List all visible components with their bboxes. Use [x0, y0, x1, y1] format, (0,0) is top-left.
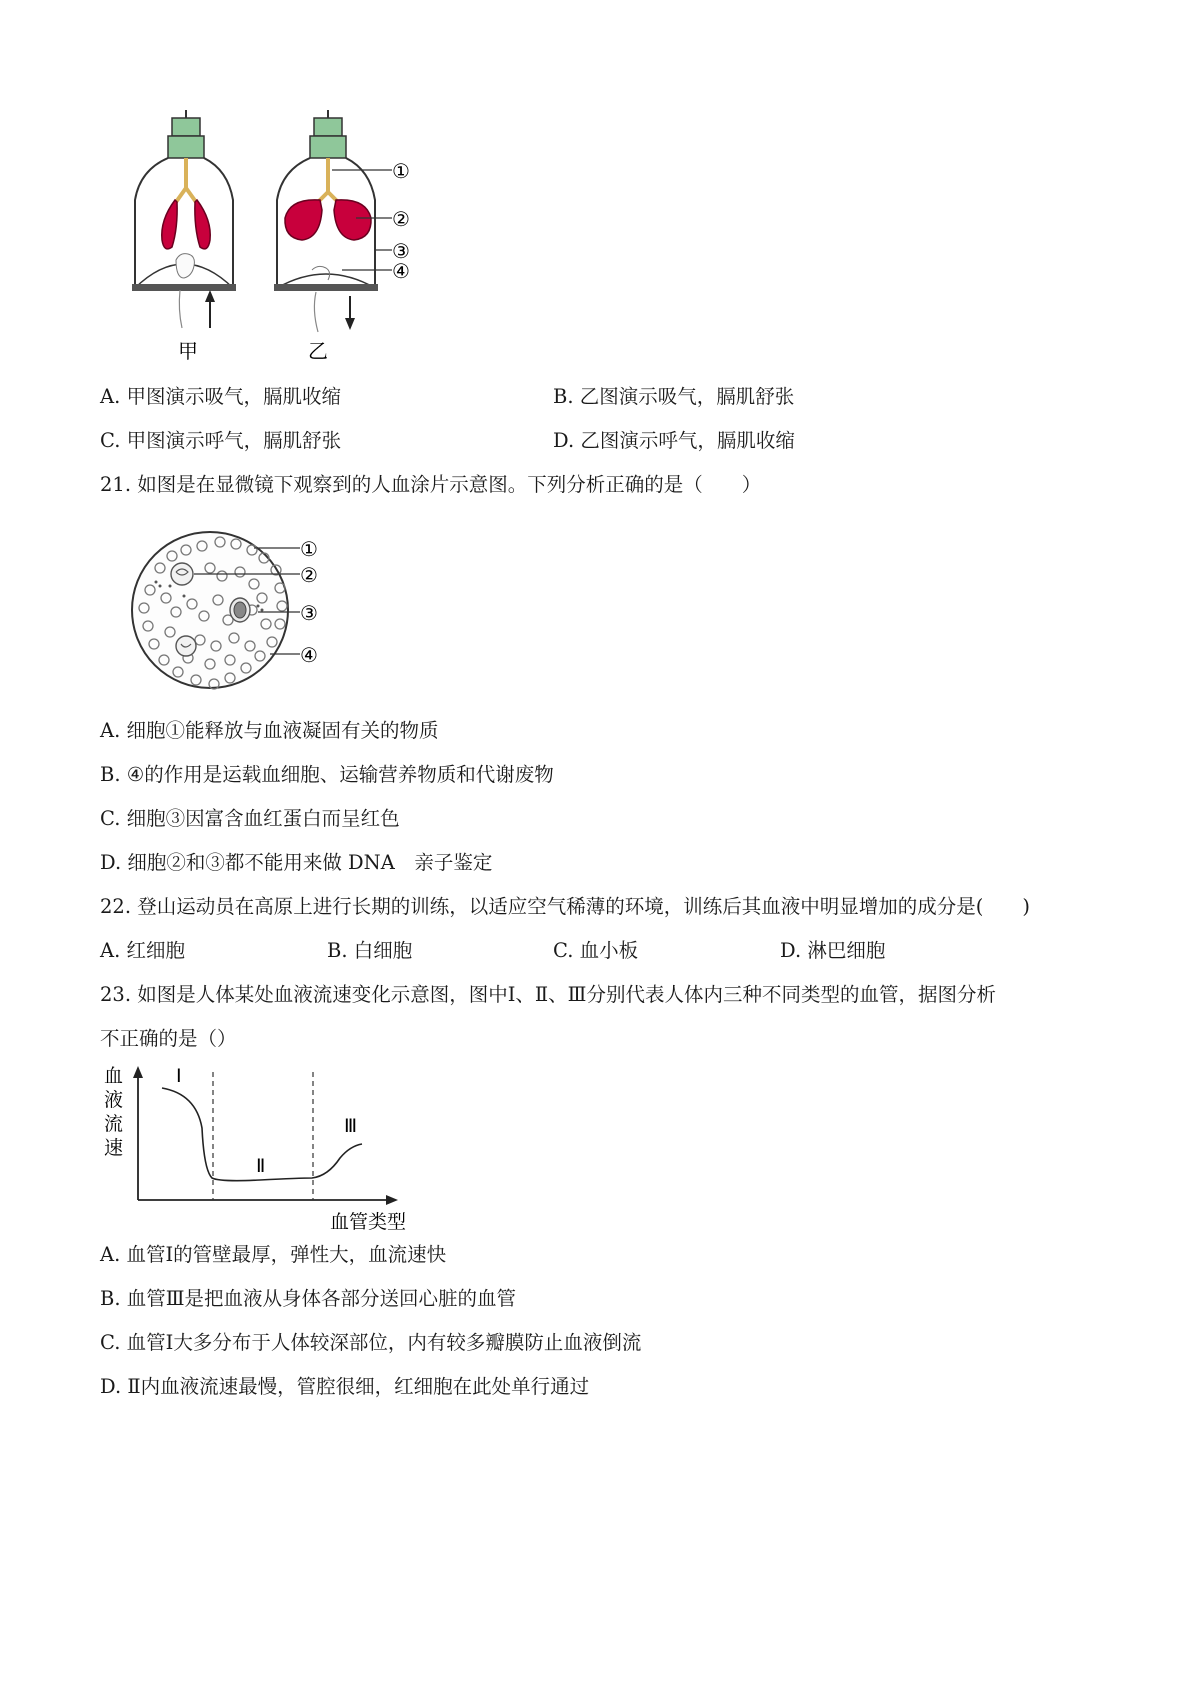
fig21-label-3: ③ [300, 601, 318, 625]
white-cell-2 [171, 563, 193, 585]
q22-stem: 22. 登山运动员在高原上进行长期的训练，以适应空气稀薄的环境，训练后其血液中明显增加的成分是( ) [100, 895, 1030, 918]
fig21-label-4: ④ [300, 643, 318, 667]
lung-right-jia [195, 200, 210, 249]
q21-option-c: C. 细胞③因富含血红蛋白而呈红色 [100, 807, 400, 830]
jar-jia-label: 甲 [178, 339, 198, 363]
q22-option-d: D. 淋巴细胞 [780, 939, 886, 962]
jar-yi-label: 乙 [308, 339, 328, 363]
q21-option-b: B. ④的作用是运载血细胞、运输营养物质和代谢废物 [100, 763, 554, 786]
q23-option-c: C. 血管Ⅰ大多分布于人体较深部位，内有较多瓣膜防止血液倒流 [100, 1331, 642, 1354]
lung-left-yi [285, 200, 322, 240]
q21-option-d: D. 细胞②和③都不能用来做 DNA 亲子鉴定 [100, 851, 493, 874]
fig20-label-2: ② [392, 207, 410, 231]
q23-option-a: A. 血管Ⅰ的管壁最厚，弹性大，血流速快 [100, 1243, 447, 1266]
y-axis-label-1: 血 [104, 1065, 124, 1087]
bell-jar-yi [274, 110, 410, 363]
x-axis-label: 血管类型 [330, 1211, 407, 1233]
q20-option-c: C. 甲图演示呼气，膈肌舒张 [100, 429, 342, 452]
fig20-label-3: ③ [392, 239, 410, 263]
lung-right-yi [334, 200, 371, 240]
lung-left-jia [162, 200, 177, 249]
fig21-label-1: ① [300, 537, 318, 561]
q21-stem: 21. 如图是在显微镜下观察到的人血涂片示意图。下列分析正确的是（ ） [100, 473, 762, 496]
q23-stem-line2: 不正确的是（） [100, 1027, 237, 1050]
q23-option-b: B. 血管Ⅲ是把血液从身体各部分送回心脏的血管 [100, 1287, 517, 1310]
fig20-label-4: ④ [392, 259, 410, 283]
region-label-3: Ⅲ [344, 1115, 358, 1137]
fig20-label-1: ① [392, 159, 410, 183]
blood-flow-graph [100, 1058, 420, 1233]
q20-option-b: B. 乙图演示吸气，膈肌舒张 [553, 385, 795, 408]
q20-option-d: D. 乙图演示呼气，膈肌收缩 [553, 429, 795, 452]
q20-option-a: A. 甲图演示吸气，膈肌收缩 [100, 385, 341, 408]
bell-jar-jia [132, 110, 236, 363]
q23-stem-line1: 23. 如图是人体某处血液流速变化示意图，图中Ⅰ、Ⅱ、Ⅲ分别代表人体内三种不同类型的血管，据图分析 [100, 983, 996, 1006]
q22-option-a: A. 红细胞 [100, 939, 185, 962]
y-axis-label-2: 液 [104, 1089, 124, 1111]
q21-option-a: A. 细胞①能释放与血液凝固有关的物质 [100, 719, 439, 742]
blood-smear-figure [130, 528, 360, 698]
q22-option-b: B. 白细胞 [327, 939, 413, 962]
y-axis-label-4: 速 [104, 1137, 124, 1159]
q23-option-d: D. Ⅱ内血液流速最慢，管腔很细，红细胞在此处单行通过 [100, 1375, 590, 1398]
region-label-1: Ⅰ [176, 1065, 182, 1087]
region-label-2: Ⅱ [256, 1155, 266, 1177]
q22-option-c: C. 血小板 [553, 939, 639, 962]
bell-jar-figure [130, 110, 590, 380]
fig21-label-2: ② [300, 563, 318, 587]
y-axis-label-3: 流 [104, 1113, 124, 1135]
